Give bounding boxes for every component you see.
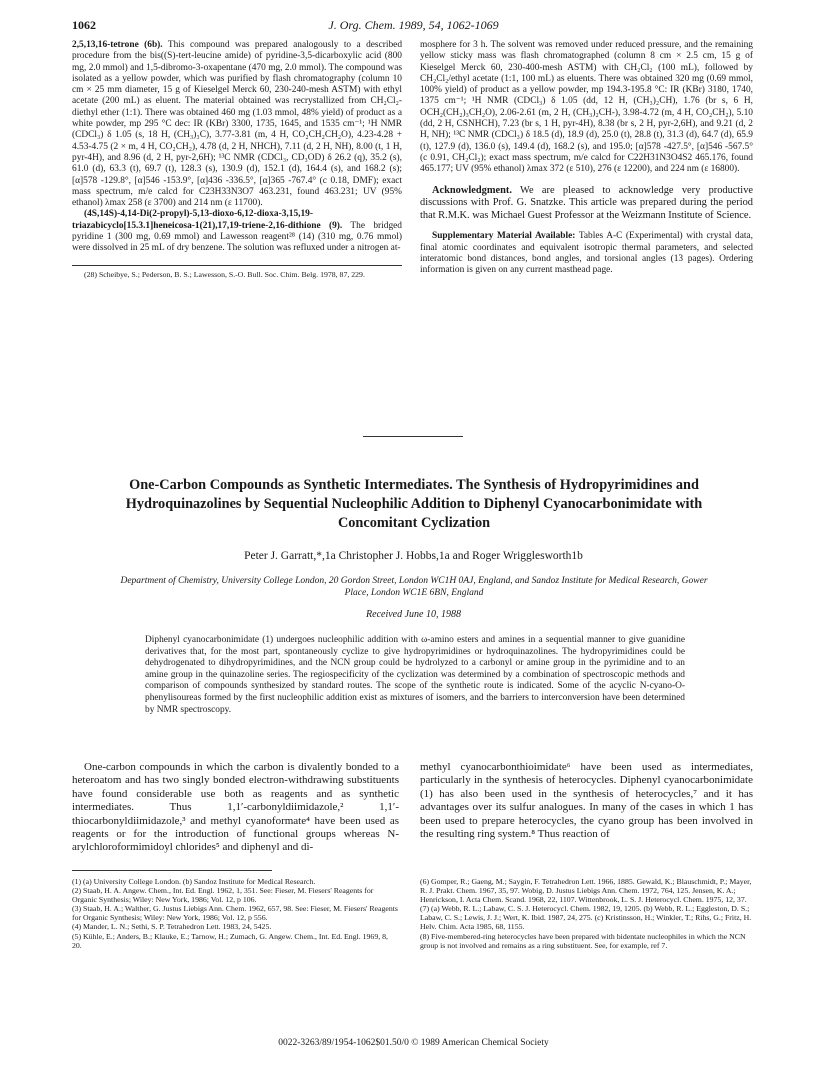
acknowledgment-heading: Acknowledgment.	[432, 184, 512, 196]
intro-paragraph-right: methyl cyanocarbonthioimidate⁶ have been used as intermediates, particularly in the synthesis of heterocycles. Diphenyl cyanocarbonimidate (1) has also been used in the synthesis of heterocycles,⁷ and it has advantages over its sulfur analogues. In many of the cases in which 1 has been used to prepare heterocycles, the cyano group has been involved in the resulting ring system.⁸ Thus reaction of	[420, 761, 753, 841]
footnote-28: (28) Scheibye, S.; Pederson, B. S.; Lawesson, S.-O. Bull. Soc. Chim. Belg. 1978, 87, 229.	[84, 269, 365, 279]
article-affiliation: Department of Chemistry, University College London, 20 Gordon Street, London WC1H 0AJ, England, and Sandoz Institute for Medical Research, Gower Place, London WC1E 6BN, England	[120, 576, 708, 598]
top-right-column	[420, 40, 753, 277]
experimental-text-9: The bridged pyridine 1 (300 mg, 0.69 mmol) and Lawesson reagent²⁸ (14) (310 mg, 0.76 mmol) were dissolved in 25 mL of dry benzene. The solution was refluxed under a nitrogen at-	[72, 220, 402, 254]
supplementary-heading: Supplementary Material Available:	[432, 231, 576, 242]
footnote-rule	[72, 265, 402, 266]
intro-paragraph-left: One-carbon compounds in which the carbon is divalently bonded to a heteroatom and has two singly bonded electron-withdrawing substituents have found considerable use both as reagents and as synthetic intermediates. Thus 1,1′-carbonyldiimidazole,² 1,1′-thiocarbonyldiimidazole,³ and methyl cyanoformate⁴ have been used as reagents or for the introduction of functional groups whereas N-arylchloroformimidoyl chlorides⁵ and diphenyl and di-	[72, 761, 399, 854]
footnote-7: (7) (a) Webb, R. L.; Labaw, C. S. J. Heterocycl. Chem. 1982, 19, 1205. (b) Webb, R. L.; Eggleston, D. S.; Labaw, C. S.; Lewis, J. J.; Wert, K. Ibid. 1987, 24, 275. (c) Kristinsson, H.; Winkler, T.; Rihs, G.; Fritz, H. Helv. Chim. Acta 1985, 68, 1155.	[420, 904, 752, 932]
received-date: Received June 10, 1988	[366, 609, 461, 620]
footnote-2: (2) Staab, H. A. Angew. Chem., Int. Ed. Engl. 1962, 1, 351. See: Fieser, M. Fiesers' Reagents for Organic Synthesis; Wiley: New York, 1986; Vol. 12, p 106.	[72, 886, 374, 905]
body-right-column	[420, 761, 753, 841]
page-number: 1062	[72, 18, 96, 32]
footnotes-left	[72, 870, 399, 950]
experimental-text-9-cont: mosphere for 3 h. The solvent was removed under reduced pressure, and the remaining yellow sticky mass was flash chromatographed (column 8 cm × 2.5 cm, 15 g of Kieselgel Merck 60, 230-400-mesh ASTM) with CH₂Cl₂ (100 mL), followed by CH₂Cl₂/ethyl acetate (1:1, 100 mL) as eluents. There was obtained 320 mg (0.69 mmol, 100% yield) of product as a yellow powder, mp 194.3-195.8 °C: IR (KBr) 3180, 1740, 1375 cm⁻¹; ¹H NMR (CDCl₃) δ 1.05 (dd, 12 H, (CH₃)₂CH), 1.76 (br s, 6 H, OCH₂(CH₂)₃CH₂O), 2.06-2.61 (m, 2 H, (CH₃)₂CH-), 3.98-4.72 (m, 4 H, CO₂CH₂), 5.10 (dd, 2 H, CSNHCH), 7.23 (br s, 1 H, pyr-4H), 8.38 (br s, 2 H, pyr-2,6H), and 9.21 (d, 2 H, NH); ¹³C NMR (CDCl₃) δ 18.5 (d), 18.9 (d), 25.0 (t), 28.8 (t), 31.3 (d), 64.7 (d), 65.9 (t), 127.9 (d), 136.0 (s), 149.4 (d), 168.2 (s), and 195.0; [α]578 -427.5°, [α]546 -567.5° (c 0.91, CH₂Cl₂); exact mass spectrum, m/e calcd for C22H31N3O4S2 465.176, found 465.177; UV (95% ethanol) λmax 372 (ε 510), 276 (ε 12200), and 224 nm (ε 16800).	[420, 40, 753, 175]
abstract: Diphenyl cyanocarbonimidate (1) undergoes nucleophilic addition with ω-amino esters and amines in a sequential manner to give guanidine derivatives that, for the most part, spontaneously cyclize to give hydropyrimidines or hydroquinazolines. The hydropyrimidines could be dehydrogenated to dihydropyrimidines, and the NCN group could be hydrolyzed to a carbonyl or amine group in the pyrimidine and to an amine group in the quinazoline series. The regiospecificity of the cyclization was determined by a combination of spectroscopic methods and comparison of compounds synthesized by standard routes. The scope of the synthetic route is indicated. Some of the acyclic N-cyano-O-phenylisoureas formed by the first nucleophilic addition exist as mixtures of isomers, and the barriers to interconversion have been determined by NMR spectroscopy.	[145, 635, 685, 715]
footnote-5: (5) Kühle, E.; Anders, B.; Klauke, E.; Tarnow, H.; Zumach, G. Angew. Chem., Int. Ed. Engl. 1969, 8, 20.	[72, 931, 388, 950]
experimental-text-6b: This compound was prepared analogously to a described procedure from the bis((S)-tert-leucine amide) of pyridine-3,5-dicarboxylic acid (800 mg, 2.0 mmol) and 1,5-dibromo-3-oxapentane (470 mg, 2.0 mmol). The compound was isolated as a yellow powder, which was purified by flash chromatography (column 10 cm × 25 mm diameter, 15 g of Kieselgel Merck 60, 230-240-mesh ASTM) with ethyl acetate (200 mL) as eluent. The material obtained was recrystallized from CH₂Cl₂-diethyl ether (1:1). There was obtained 460 mg (1.03 mmol, 48% yield) of product as a white powder, mp 295 °C dec: IR (KBr) 3300, 1735, 1645, and 1535 cm⁻¹; ¹H NMR (CDCl₃) δ 1.05 (s, 18 H, (CH₃)₃C), 3.77-3.81 (m, 4 H, CO₂CH₂CH₂O), 4.23-4.28 + 4.53-4.75 (2 × m, 4 H, CO₂CH₂), 4.78 (d, 2 H, NHCH), 7.11 (d, 2 H, NH), 8.00 (t, 1 H, pyr-4H), and 8.96 (d, 2 H, pyr-2,6H); ¹³C NMR (CDCl₃, CD₃OD) δ 26.2 (q), 35.2 (s), 61.0 (d), 63.3 (t), 69.7 (t), 128.3 (s), 130.9 (d), 152.1 (d), 164.4 (s), and 168.2 (s); [α]578 -129.8°, [α]546 -153.9°, [α]436 -336.5°, [α]365 -767.4° (c 0.18, DMF); exact mass spectrum, m/e calcd for C23H33N3O7 463.231, found 463.231; UV (95% ethanol) λmax 258 (ε 3700) and 214 nm (ε 11700).	[72, 40, 403, 209]
footnote-6: (6) Gomper, R.; Gaeng, M.; Saygin, F. Tetrahedron Lett. 1966, 1885. Gewald, K.; Blauschmidt, P.; Mayer, R. J. Prakt. Chem. 1967, 35, 97. Wobig, D. Justus Liebigs Ann. Chem. 1972, 764, 125. Jensen, K. A.; Henrickson, I. Acta Chem. Scand. 1968, 22, 1107. Wittenbrook, L. S. J. Heterocycl. Chem. 1975, 12, 37.	[420, 877, 752, 905]
article-authors: Peter J. Garratt,*,1a Christopher J. Hobbs,1a and Roger Wrigglesworth1b	[244, 550, 583, 562]
compound-heading-9: (4S,14S)-4,14-Di(2-propyl)-5,13-dioxo-6,12-dioxa-3,15,19-triazabicyclo[15.3.1]heneicosa-1(21),17,19-triene-2,16-dithione (9).	[72, 209, 343, 231]
top-left-column	[72, 40, 402, 279]
compound-heading-6b: 2,5,13,16-tetrone (6b).	[72, 40, 163, 50]
journal-header: J. Org. Chem. 1989, 54, 1062-1069	[328, 18, 499, 32]
article-separator	[363, 436, 463, 437]
footnote-3: (3) Staab, H. A.; Walther, G. Justus Liebigs Ann. Chem. 1962, 657, 98. See: Fieser, M. Fiesers' Reagents for Organic Synthesis; Wiley: New York, 1986; Vol. 12, p 556.	[72, 904, 398, 923]
article-title: One-Carbon Compounds as Synthetic Intermediates. The Synthesis of Hydropyrimidines and Hydroquinazolines by Sequential Nucleophilic Addition to Diphenyl Cyanocarbonimidate with Concomitant Cyclization	[125, 477, 703, 531]
footnote-4: (4) Mander, L. N.; Sethi, S. P. Tetrahedron Lett. 1983, 24, 5425.	[72, 922, 272, 932]
copyright-footer: 0022-3263/89/1954-1062$01.50/0 © 1989 American Chemical Society	[278, 1038, 549, 1048]
footnote-rule	[72, 870, 272, 871]
footnotes-right	[420, 870, 753, 950]
body-left-column	[72, 761, 399, 855]
footnote-8: (8) Five-membered-ring heterocycles have been prepared with bidentate nucleophiles in which the NCN group is not involved and remains as a ring substituent. See, for example, ref 7.	[420, 931, 746, 950]
footnote-1: (1) (a) University College London. (b) Sandoz Institute for Medical Research.	[72, 877, 316, 886]
acknowledgment-text: We are pleased to acknowledge very productive discussions with Prof. G. Snatzke. This article was prepared during the period that R.M.K. was Michael Guest Professor at the Weizmann Institute of Science.	[420, 184, 753, 221]
supplementary-text: Tables A-C (Experimental) with crystal data, final atomic coordinates and equivalent isotropic thermal parameters, and selected interatomic bond distances, bond angles, and torsional angles (13 pages). Ordering information is given on any current masthead page.	[420, 231, 753, 276]
